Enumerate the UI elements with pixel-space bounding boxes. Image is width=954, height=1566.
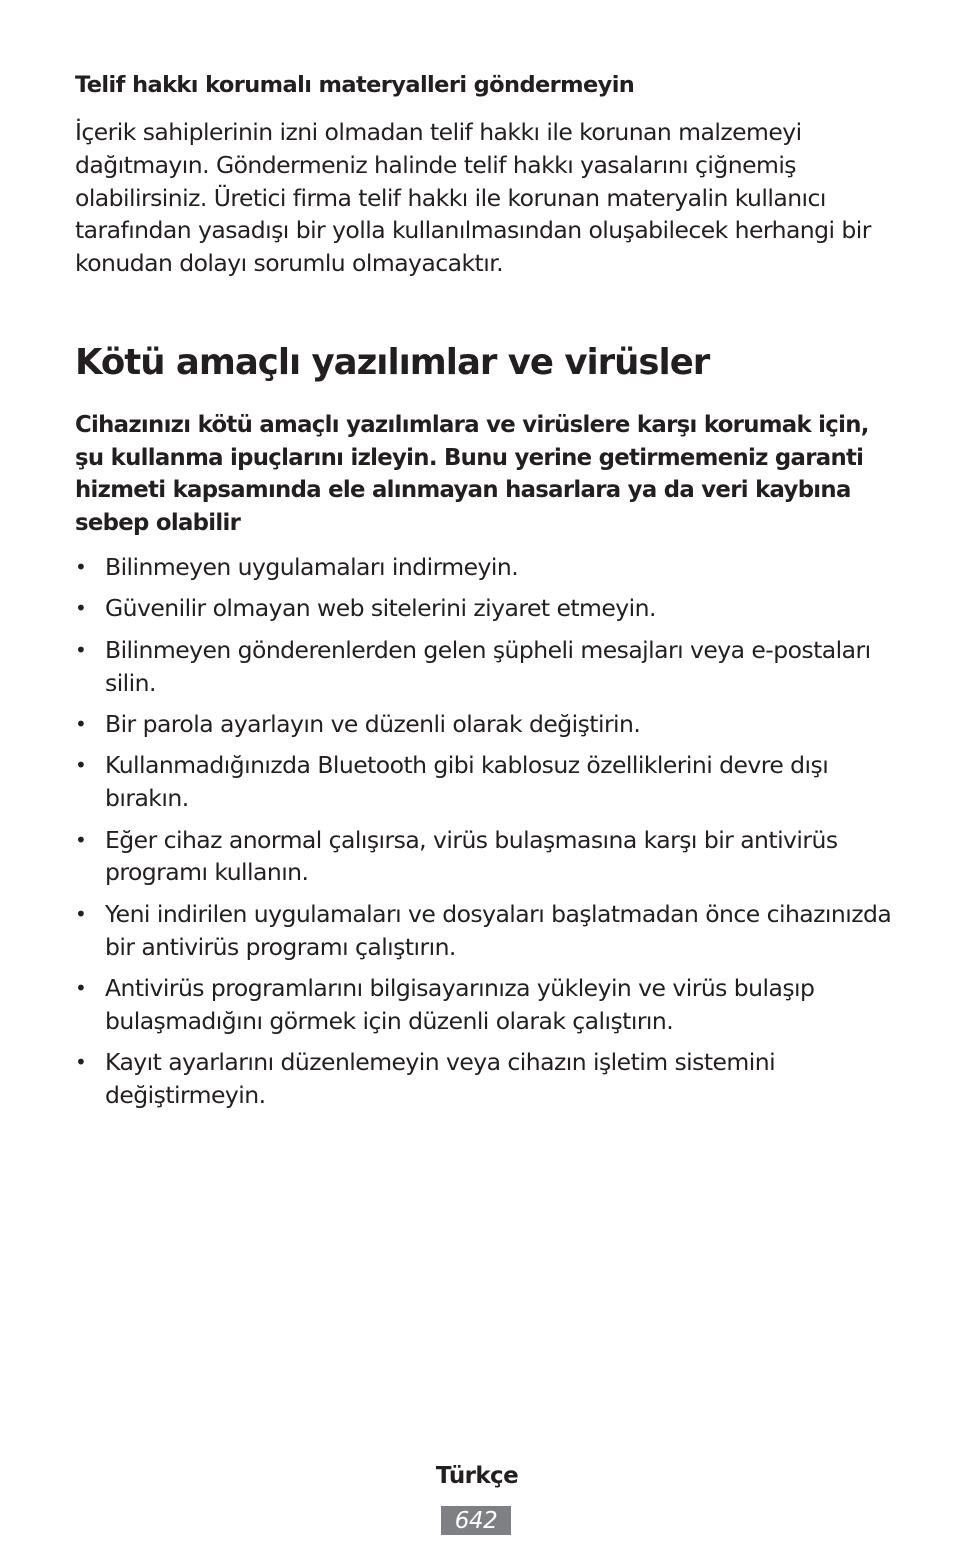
bullet-icon: • <box>75 637 87 662</box>
list-item-text: Bilinmeyen uygulamaları indirmeyin. <box>105 553 519 581</box>
list-item-text: bulaşmadığını görmek için düzenli olarak çalıştırın. <box>105 1006 674 1035</box>
section-lead <box>75 409 875 539</box>
copyright-heading: Telif hakkı korumalı materyalleri göndermeyin <box>75 72 635 98</box>
list-item <box>75 972 885 1038</box>
list-item <box>75 898 892 964</box>
copyright-line: İçerik sahiplerinin izni olmadan telif hakkı ile korunan malzemeyi <box>75 118 802 146</box>
list-item <box>75 634 885 700</box>
list-item-text: Antivirüs programlarını bilgisayarınıza yükleyin ve virüs bulaşıp <box>105 973 815 1002</box>
bullet-icon: • <box>75 975 87 1000</box>
copyright-line: dağıtmayın. Göndermeniz halinde telif hakkı yasalarını çiğnemiş <box>75 150 796 179</box>
list-item-text: Kayıt ayarlarını düzenlemeyin veya cihazın işletim sistemini <box>105 1048 776 1077</box>
tips-list <box>75 551 892 1120</box>
copyright-line: konudan dolayı sorumlu olmayacaktır. <box>75 249 504 278</box>
copyright-line: tarafından yasadışı bir yolla kullanılmasından oluşabilecek herhangi bir <box>75 216 871 245</box>
list-item-text: Bilinmeyen gönderenlerden gelen şüpheli mesajları veya e-postaları <box>105 635 871 664</box>
list-item <box>75 824 885 890</box>
list-item-text: bırakın. <box>105 784 189 813</box>
list-item-text: Bir parola ayarlayın ve düzenli olarak değiştirin. <box>105 709 641 738</box>
list-item-text: silin. <box>105 668 156 697</box>
bullet-icon: • <box>75 827 87 852</box>
footer-language: Türkçe <box>435 1463 519 1489</box>
section-title: Kötü amaçlı yazılımlar ve virüsler <box>75 342 710 383</box>
list-item-text: değiştirmeyin. <box>105 1080 266 1109</box>
list-item-text: Yeni indirilen uygulamaları ve dosyaları başlatmadan önce cihazınızda <box>105 899 892 928</box>
list-item <box>75 708 885 741</box>
list-item <box>75 749 885 815</box>
bullet-icon: • <box>75 901 87 926</box>
list-item <box>75 551 885 584</box>
lead-line: şu kullanma ipuçlarını izleyin. Bunu yerine getirmemeniz garanti <box>75 444 864 471</box>
bullet-icon: • <box>75 555 87 579</box>
list-item <box>75 592 885 625</box>
bullet-icon: • <box>75 596 87 621</box>
list-item-text: bir antivirüs programı çalıştırın. <box>105 932 456 961</box>
list-item-text: Kullanmadığınızda Bluetooth gibi kablosuz özelliklerini devre dışı <box>105 751 829 780</box>
copyright-paragraph <box>75 116 875 280</box>
list-item-text: Eğer cihaz anormal çalışırsa, virüs bulaşmasına karşı bir antivirüs <box>105 825 838 854</box>
list-item-text: programı kullanın. <box>105 858 309 887</box>
copyright-line: olabilirsiniz. Üretici firma telif hakkı ile korunan materyalin kullanıcı <box>75 183 826 212</box>
bullet-icon: • <box>75 753 87 778</box>
list-item <box>75 1046 885 1112</box>
lead-line: sebep olabilir <box>75 509 241 536</box>
bullet-icon: • <box>75 711 87 736</box>
bullet-icon: • <box>75 1050 87 1075</box>
lead-line: hizmeti kapsamında ele alınmayan hasarlara ya da veri kaybına <box>75 477 851 504</box>
list-item-text: Güvenilir olmayan web sitelerini ziyaret etmeyin. <box>105 594 656 623</box>
lead-line: Cihazınızı kötü amaçlı yazılımlara ve virüslere karşı korumak için, <box>75 412 869 438</box>
page-number-badge: 642 <box>441 1506 511 1535</box>
